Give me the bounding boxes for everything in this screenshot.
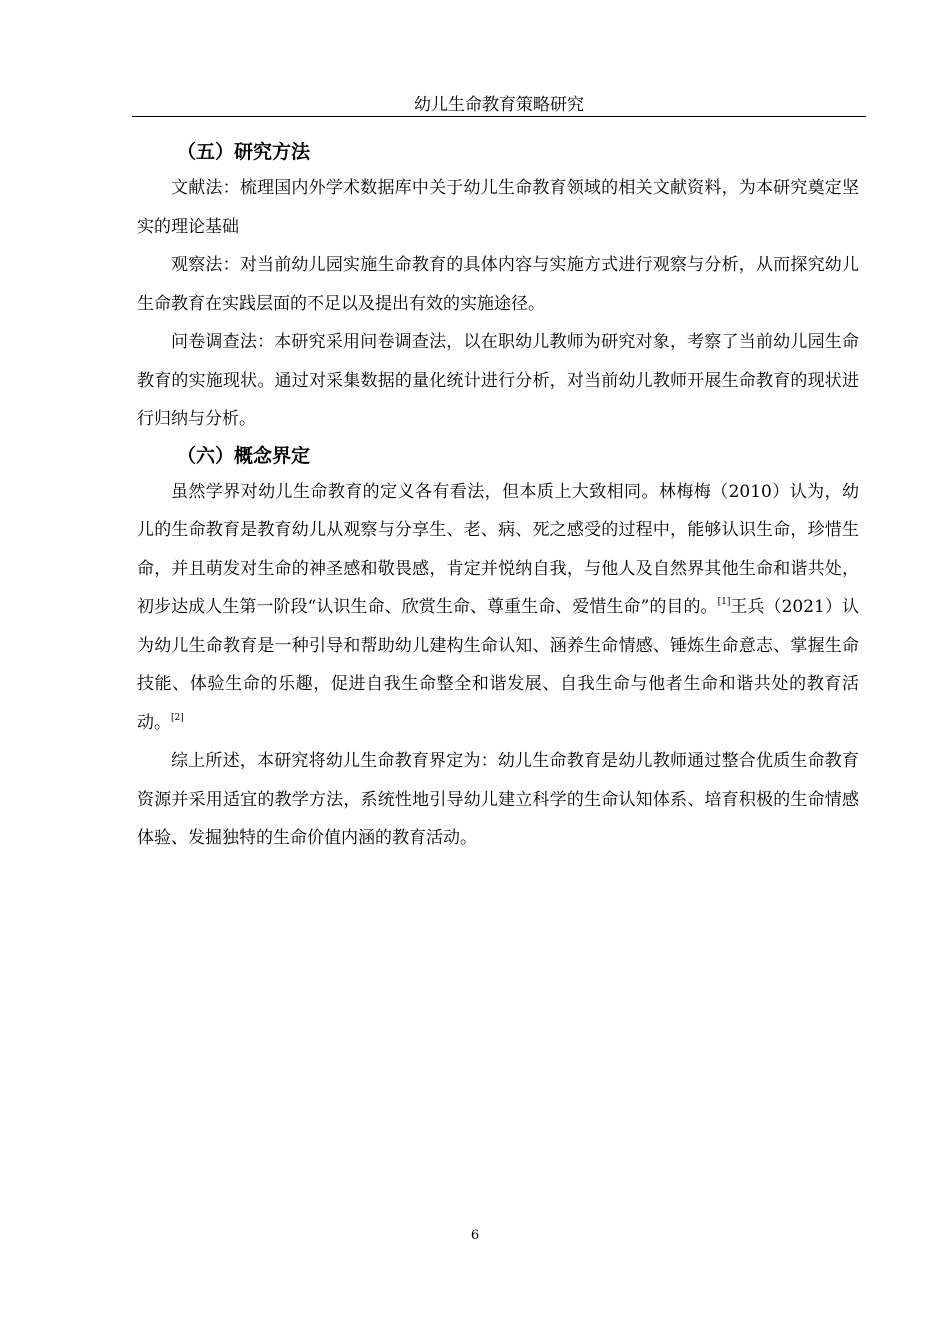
page-body bbox=[137, 135, 859, 858]
paragraph-observation-method: 观察法：对当前幼儿园实施生命教育的具体内容与实施方式进行观察与分析，从而探究幼儿生命教育在实践层面的不足以及提出有效的实施途径。 bbox=[137, 255, 859, 314]
citation-2: [2] bbox=[171, 712, 184, 723]
paragraph-literature-method: 文献法：梳理国内外学术数据库中关于幼儿生命教育领域的相关文献资料，为本研究奠定坚实的理论基础 bbox=[137, 178, 859, 237]
paragraph-summary: 综上所述，本研究将幼儿生命教育界定为：幼儿生命教育是幼儿教师通过整合优质生命教育资源并采用适宜的教学方法，系统性地引导幼儿建立科学的生命认知体系、培育积极的生命情感体验、发掘独特的生命价值内涵的教育活动。 bbox=[137, 751, 859, 848]
running-header-title: 幼儿生命教育策略研究 bbox=[414, 95, 584, 115]
section-heading-research-methods: （五）研究方法 bbox=[177, 141, 311, 163]
definition-text-part2: 王兵（2021）认为幼儿生命教育是一种引导和帮助幼儿建构生命认知、涵养生命情感、锤炼生命意志、掌握生命技能、体验生命的乐趣，促进自我生命整全和谐发展、自我生命与他者生命和谐共处的教育活动。 bbox=[137, 597, 860, 733]
paragraph-questionnaire-method: 问卷调查法：本研究采用问卷调查法，以在职幼儿教师为研究对象，考察了当前幼儿园生命教育的实施现状。通过对采集数据的量化统计进行分析，对当前幼儿教师开展生命教育的现状进行归纳与分析。 bbox=[137, 332, 859, 429]
page-number: 6 bbox=[470, 1228, 480, 1243]
definition-text-part1: 虽然学界对幼儿生命教育的定义各有看法，但本质上大致相同。林梅梅（2010）认为，幼儿的生命教育是教育幼儿从观察与分享生、老、病、死之感受的过程中，能够认识生命，珍惜生命，并且萌发对生命的神圣感和敬畏感，肯定并悦纳自我，与他人及自然界其他生命和谐共处，初步达成人生第一阶段“认识生命、欣赏生命、尊重生命、爱惜生命”的目的。 bbox=[137, 481, 859, 617]
paragraph-definition bbox=[137, 473, 859, 743]
section-heading-concept-definition: （六）概念界定 bbox=[177, 444, 311, 467]
citation-1: [1] bbox=[717, 597, 731, 607]
header-divider bbox=[132, 116, 866, 117]
